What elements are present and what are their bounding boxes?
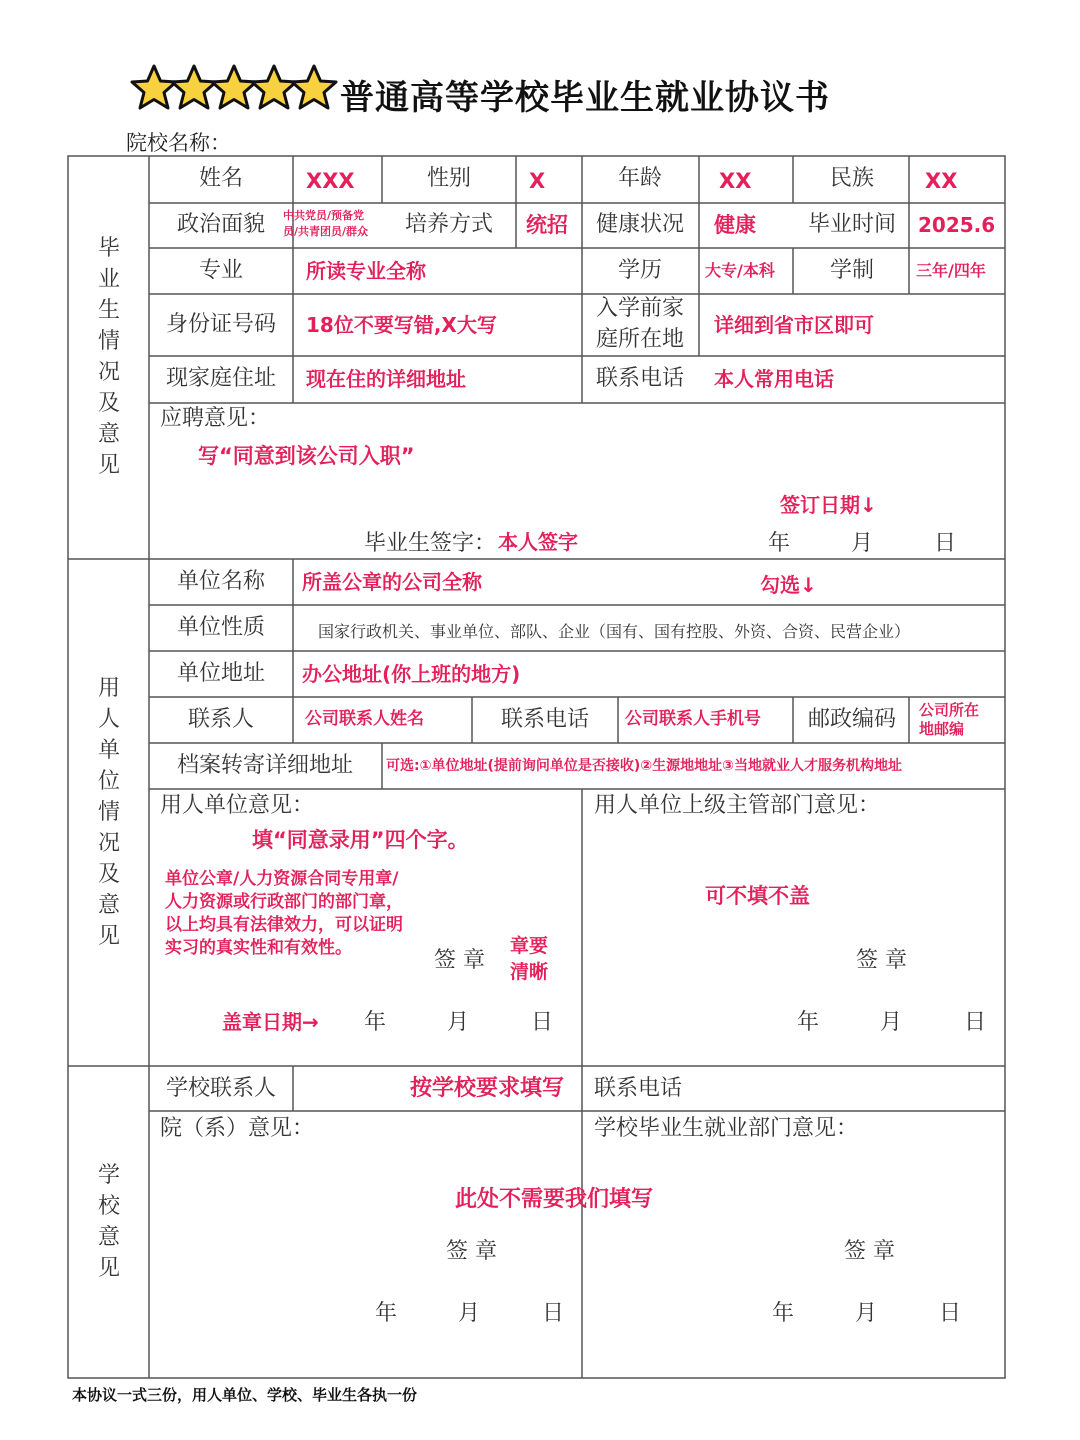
id-number-label: 身份证号码 [165, 312, 277, 337]
unit-name-value: 所盖公章的公司全称 [302, 570, 482, 594]
health-value: 健康 [714, 213, 756, 237]
training-value: 统招 [526, 213, 568, 237]
postcode-label: 邮政编码 [807, 707, 897, 732]
career-office-month-label: 月 [855, 1301, 878, 1326]
employer-seal-label: 签 章 [434, 948, 485, 973]
length-value: 三年/四年 [916, 261, 986, 280]
origin-value: 详细到省市区即可 [714, 313, 874, 337]
archive-address-label: 档案转寄详细地址 [176, 753, 354, 778]
id-number-value: 18位不要写错,X大写 [306, 313, 497, 337]
graduate-year-label: 年 [768, 531, 791, 556]
contact-phone-value: 公司联系人手机号 [625, 709, 761, 729]
length-label: 学制 [829, 258, 875, 283]
page-title: 普通高等学校毕业生就业协议书 [340, 78, 830, 118]
supervisor-opinion-label: 用人单位上级主管部门意见： [594, 793, 881, 818]
career-office-seal-label: 签 章 [844, 1239, 895, 1264]
seal-clear-line1: 章要 [510, 935, 549, 957]
supervisor-month-label: 月 [880, 1010, 903, 1035]
section-school-label: 学校意见 [97, 1163, 120, 1281]
political-value-line2: 员/共青团员/群众 [283, 225, 369, 238]
health-label: 健康状况 [595, 212, 685, 237]
employer-month-label: 月 [447, 1010, 470, 1035]
job-opinion-value: 写“同意到该公司入职” [198, 444, 415, 468]
ethnic-value: XX [925, 169, 958, 193]
postcode-value-line2: 地邮编 [919, 720, 965, 738]
sign-date-note: 签订日期↓ [780, 493, 877, 517]
phone-value: 本人常用电话 [714, 367, 834, 391]
gender-value: X [529, 169, 546, 193]
career-office-opinion-label: 学校毕业生就业部门意见： [594, 1116, 859, 1141]
footer-note: 本协议一式三份，用人单位、学校、毕业生各执一份 [72, 1386, 418, 1404]
dept-opinion-label: 院（系）意见： [160, 1116, 315, 1141]
degree-value: 大专/本科 [705, 261, 775, 280]
major-value: 所读专业全称 [306, 259, 426, 283]
postcode-value-line1: 公司所在 [919, 701, 980, 719]
contact-phone-label: 联系电话 [500, 707, 590, 732]
section-employer-label: 用人单位情况及意见 [97, 676, 120, 949]
employer-opinion-value: 填“同意录用”四个字。 [252, 828, 469, 852]
training-label: 培养方式 [404, 212, 494, 237]
degree-label: 学历 [617, 258, 663, 283]
section-graduate-label: 毕业生情况及意见 [97, 236, 120, 478]
grad-time-label: 毕业时间 [807, 212, 897, 237]
age-value: XX [719, 169, 752, 193]
major-label: 专业 [198, 258, 244, 283]
dept-year-label: 年 [375, 1301, 398, 1326]
dept-month-label: 月 [458, 1301, 481, 1326]
home-address-label: 现家庭住址 [165, 366, 277, 391]
school-note: 此处不需要我们填写 [455, 1187, 654, 1212]
employer-opinion-label: 用人单位意见： [160, 793, 315, 818]
dept-day-label: 日 [542, 1301, 565, 1326]
seal-note: 单位公章/人力资源合同专用章/人力资源或行政部门的部门章，以上均具有法律效力，可以证明实习的真实性和有效性。 [165, 869, 403, 958]
contact-person-label: 联系人 [187, 707, 255, 732]
seal-date-note: 盖章日期→ [222, 1010, 319, 1034]
unit-address-value: 办公地址(你上班的地方) [302, 662, 521, 686]
name-value: XXX [306, 169, 355, 193]
employer-year-label: 年 [364, 1010, 387, 1035]
home-address-value: 现在住的详细地址 [306, 367, 466, 391]
unit-address-label: 单位地址 [176, 661, 266, 686]
unit-type-label: 单位性质 [176, 615, 266, 640]
school-name-label: 院校名称： [126, 131, 231, 155]
check-note: 勾选↓ [760, 573, 817, 597]
supervisor-day-label: 日 [964, 1010, 987, 1035]
unit-type-options: 国家行政机关、事业单位、部队、企业（国有、国有控股、外资、合资、民营企业） [318, 622, 911, 641]
supervisor-year-label: 年 [797, 1010, 820, 1035]
job-opinion-label: 应聘意见： [160, 406, 271, 431]
contact-person-value: 公司联系人姓名 [305, 709, 424, 729]
unit-name-label: 单位名称 [176, 569, 266, 594]
supervisor-opinion-value: 可不填不盖 [705, 884, 810, 908]
origin-label-line2: 庭所在地 [595, 327, 685, 352]
employer-day-label: 日 [531, 1010, 554, 1035]
graduate-month-label: 月 [851, 531, 874, 556]
graduate-signature-value: 本人签字 [498, 530, 578, 554]
name-label: 姓名 [198, 166, 244, 191]
gender-label: 性别 [426, 166, 472, 191]
school-contact-label: 学校联系人 [165, 1076, 277, 1101]
phone-label: 联系电话 [595, 366, 685, 391]
political-value-line1: 中共党员/预备党 [283, 209, 365, 222]
dept-seal-label: 签 章 [446, 1239, 497, 1264]
career-office-day-label: 日 [939, 1301, 962, 1326]
seal-clear-line2: 清晰 [510, 961, 549, 983]
supervisor-seal-label: 签 章 [856, 948, 907, 973]
political-label: 政治面貌 [176, 212, 266, 237]
origin-label-line1: 入学前家 [595, 296, 685, 321]
graduate-day-label: 日 [934, 531, 957, 556]
graduate-signature-label: 毕业生签字： [364, 531, 497, 556]
ethnic-label: 民族 [829, 166, 875, 191]
grad-time-value: 2025.6 [918, 213, 996, 237]
age-label: 年龄 [617, 166, 663, 191]
school-phone-label: 联系电话 [594, 1076, 683, 1101]
school-contact-value: 按学校要求填写 [410, 1076, 565, 1101]
archive-address-value: 可选:①单位地址(提前询问单位是否接收)②生源地地址③当地就业人才服务机构地址 [386, 758, 902, 774]
career-office-year-label: 年 [772, 1301, 795, 1326]
